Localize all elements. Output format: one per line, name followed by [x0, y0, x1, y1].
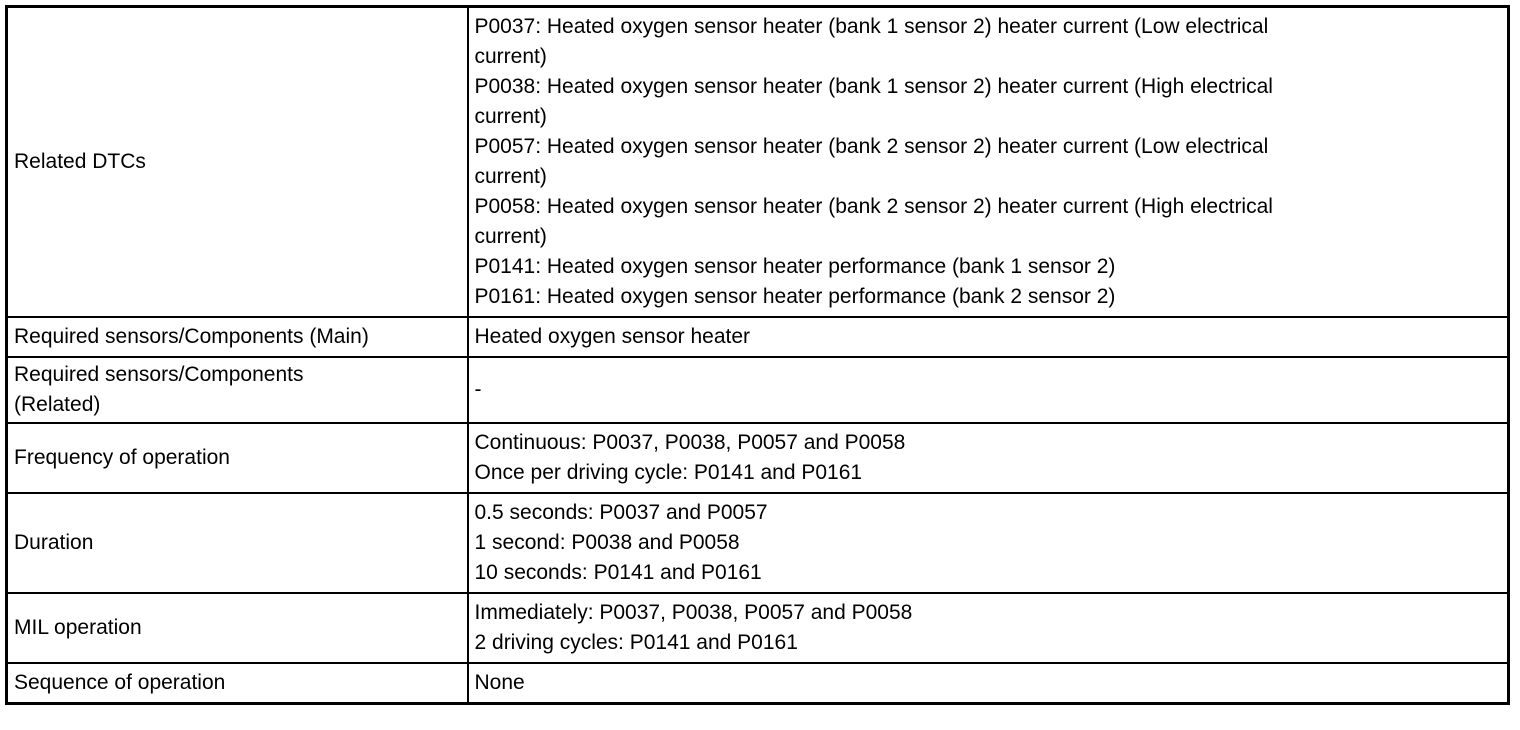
value-line: Once per driving cycle: P0141 and P0161	[474, 461, 863, 484]
value-line: current)	[474, 45, 547, 68]
row-label: Sequence of operation	[7, 663, 468, 704]
value-line: P0038: Heated oxygen sensor heater (bank 1 sensor 2) heater current (High electrical	[474, 75, 1273, 98]
row-value	[468, 7, 1509, 318]
row-label: MIL operation	[7, 593, 468, 663]
value-line: 10 seconds: P0141 and P0161	[474, 561, 762, 584]
table-row-required-main	[7, 317, 1509, 357]
value-line: 2 driving cycles: P0141 and P0161	[474, 631, 798, 654]
row-value	[468, 663, 1509, 704]
table-row-frequency	[7, 423, 1509, 493]
table-row-mil-operation	[7, 593, 1509, 663]
table-row-required-related	[7, 357, 1509, 423]
row-label: Related DTCs	[7, 7, 468, 318]
value-line: current)	[474, 105, 547, 128]
row-value	[468, 357, 1509, 423]
value-line: P0141: Heated oxygen sensor heater performance (bank 1 sensor 2)	[474, 255, 1116, 278]
label-line: Required sensors/Components	[14, 363, 304, 386]
row-label: Required sensors/Components (Main)	[7, 317, 468, 357]
value-line: -	[474, 378, 482, 401]
table-row-related-dtcs	[7, 7, 1509, 318]
value-line: P0161: Heated oxygen sensor heater performance (bank 2 sensor 2)	[474, 285, 1116, 308]
row-label: Duration	[7, 493, 468, 593]
value-line: P0037: Heated oxygen sensor heater (bank 1 sensor 2) heater current (Low electrical	[474, 15, 1269, 38]
value-line: current)	[474, 225, 547, 248]
dtc-spec-table	[5, 5, 1510, 705]
row-value	[468, 423, 1509, 493]
value-line: 1 second: P0038 and P0058	[474, 531, 740, 554]
value-line: P0058: Heated oxygen sensor heater (bank 2 sensor 2) heater current (High electrical	[474, 195, 1273, 218]
row-label: Frequency of operation	[7, 423, 468, 493]
value-line: Continuous: P0037, P0038, P0057 and P0058	[474, 431, 906, 454]
row-value	[468, 493, 1509, 593]
value-line: current)	[474, 165, 547, 188]
value-line: None	[474, 671, 525, 694]
table-row-duration	[7, 493, 1509, 593]
row-label	[7, 357, 468, 423]
value-line: Heated oxygen sensor heater	[474, 325, 751, 348]
label-line: (Related)	[14, 393, 101, 416]
row-value	[468, 317, 1509, 357]
table-row-sequence	[7, 663, 1509, 704]
value-line: P0057: Heated oxygen sensor heater (bank 2 sensor 2) heater current (Low electrical	[474, 135, 1269, 158]
row-value	[468, 593, 1509, 663]
value-line: 0.5 seconds: P0037 and P0057	[474, 501, 768, 524]
value-line: Immediately: P0037, P0038, P0057 and P0058	[474, 601, 913, 624]
